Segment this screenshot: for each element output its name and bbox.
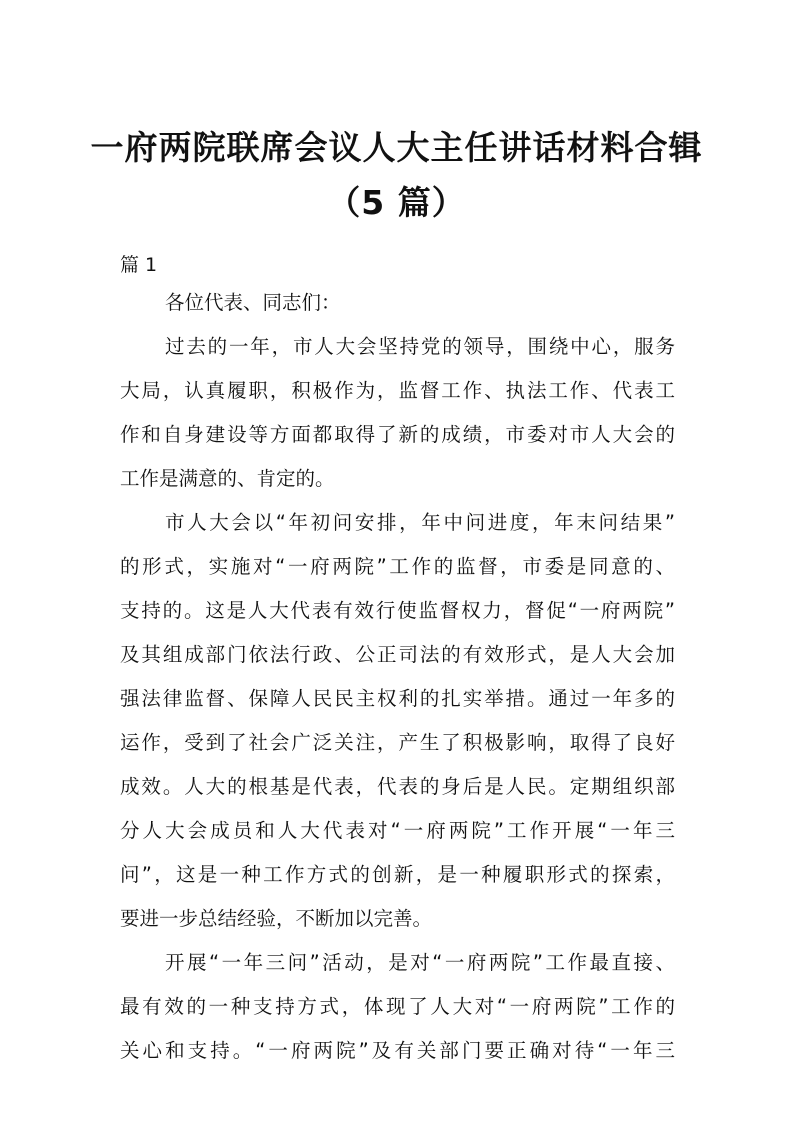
text-line: 问”，这是一种工作方式的创新，是一种履职形式的探索， [120,863,675,886]
document-subtitle: （5 篇） [327,183,466,222]
text-line: 要进一步总结经验，不断加以完善。 [120,907,433,930]
text-line: 大局，认真履职，积极作为，监督工作、执法工作、代表工 [120,379,675,402]
text-line: 强法律监督、保障人民民主权利的扎实举措。通过一年多的 [120,687,675,710]
text-line: 过去的一年，市人大会坚持党的领导，围绕中心，服务 [165,335,675,358]
text-line: 开展“一年三问”活动，是对“一府两院”工作最直接、 [165,951,675,974]
text-line: 成效。人大的根基是代表，代表的身后是人民。定期组织部 [120,775,675,798]
salutation-line: 各位代表、同志们： [165,291,341,314]
text-line: 工作是满意的、肯定的。 [120,467,335,490]
text-line: 的形式，实施对“一府两院”工作的监督，市委是同意的、 [120,555,675,578]
text-line: 及其组成部门依法行政、公正司法的有效形式，是人大会加 [120,643,675,666]
text-line: 运作，受到了社会广泛关注，产生了积极影响，取得了良好 [120,731,675,754]
text-line: 最有效的一种支持方式，体现了人大对“一府两院”工作的 [120,995,675,1018]
text-line: 关心和支持。“一府两院”及有关部门要正确对待“一年三 [120,1039,675,1062]
text-line: 分人大会成员和人大代表对“一府两院”工作开展“一年三 [120,819,675,842]
text-line: 支持的。这是人大代表有效行使监督权力，督促“一府两院” [120,599,675,622]
section-label: 篇 1 [120,254,158,276]
text-line: 市人大会以“年初问安排，年中问进度，年末问结果” [165,511,675,534]
text-line: 作和自身建设等方面都取得了新的成绩，市委对市人大会的 [120,423,675,446]
document-title: 一府两院联席会议人大主任讲话材料合辑 [90,128,703,167]
